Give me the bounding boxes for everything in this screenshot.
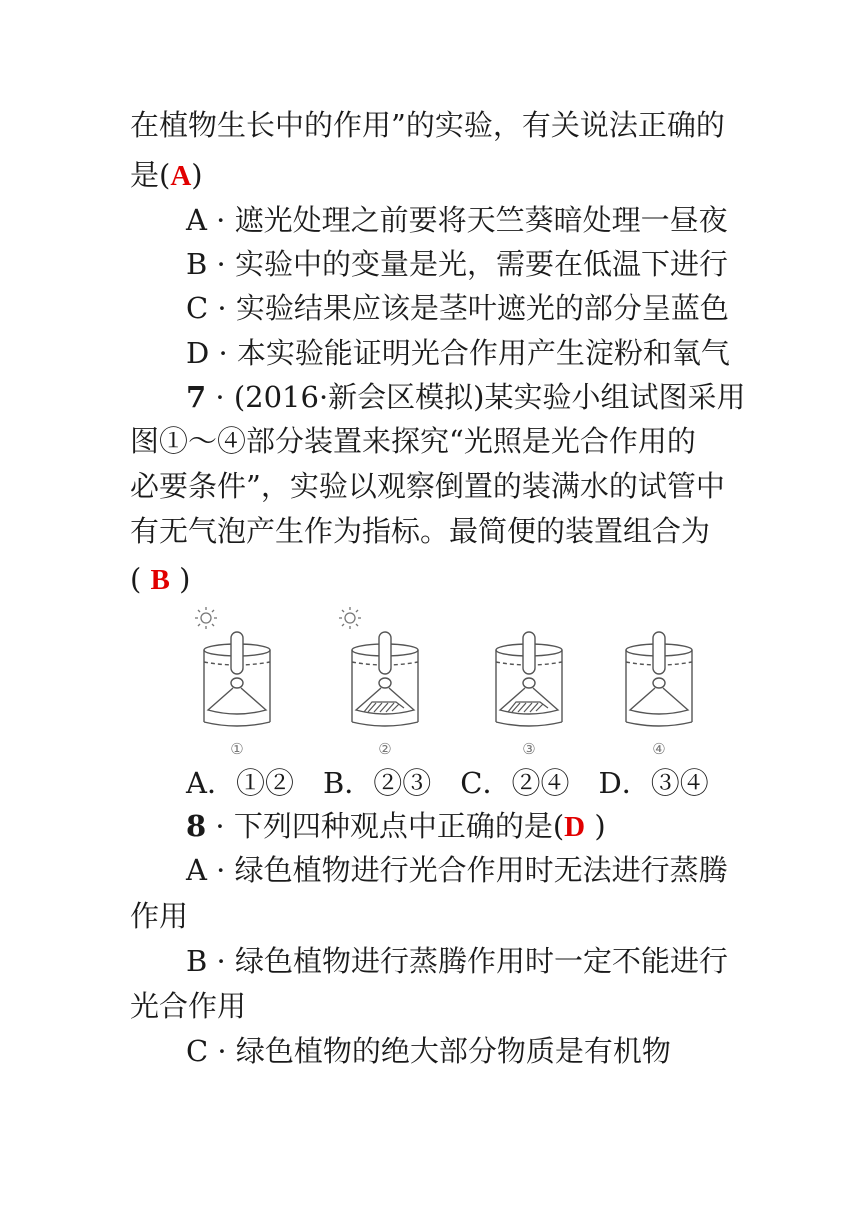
aquatic-plant-icon — [508, 702, 548, 712]
aquatic-plant-icon — [364, 702, 404, 712]
q6-answer: A — [170, 160, 192, 192]
q8-answer: D — [564, 811, 586, 843]
q7-open: ( — [130, 562, 151, 596]
apparatus-1-drawing — [186, 604, 306, 742]
q8-option-a-line2: 作用 — [130, 899, 189, 933]
figure-label-3: ③ — [522, 740, 536, 758]
q7-options: A．①② B．②③ C．②④ D．③④ — [186, 766, 709, 800]
q6-stem-line1: 在植物生长中的作用”的实验，有关说法正确的 — [130, 108, 725, 142]
q8-close: ) — [585, 809, 606, 843]
q8-number: 8 — [186, 809, 207, 843]
sun-icon — [195, 607, 217, 629]
figure-label-1: ① — [230, 740, 244, 758]
q7-stem-line4: 有无气泡产生作为指标。最简便的装置组合为 — [130, 514, 711, 548]
q7-answer-line — [130, 556, 190, 602]
q8-stem-text: · 下列四种观点中正确的是( — [206, 809, 565, 843]
apparatus-3-drawing — [468, 604, 588, 742]
q6-stem-prefix: 是( — [130, 158, 171, 192]
q7-stem-line1 — [186, 374, 746, 420]
q7-stem-text1: · (2016·新会区模拟)某实验小组试图采用 — [206, 380, 746, 414]
apparatus-1 — [186, 604, 306, 758]
apparatus-2-drawing — [324, 604, 444, 742]
q7-stem-line3: 必要条件”，实验以观察倒置的装满水的试管中 — [130, 469, 725, 503]
figure-label-2: ② — [378, 740, 392, 758]
apparatus-2 — [324, 604, 444, 758]
q7-stem-line2: 图①～④部分装置来探究“光照是光合作用的 — [130, 424, 696, 458]
q6-option-c: C · 实验结果应该是茎叶遮光的部分呈蓝色 — [186, 291, 729, 325]
apparatus-3 — [468, 604, 588, 758]
figure-label-4: ④ — [652, 740, 666, 758]
sun-icon — [339, 607, 361, 629]
q6-option-a: A · 遮光处理之前要将天竺葵暗处理一昼夜 — [186, 203, 728, 237]
q8-option-c: C · 绿色植物的绝大部分物质是有机物 — [186, 1034, 671, 1068]
q8-stem — [186, 803, 606, 849]
q6-stem-line2 — [130, 152, 203, 198]
q7-close: ) — [169, 562, 191, 596]
apparatus-figures — [186, 604, 716, 758]
apparatus-4-drawing — [598, 604, 718, 742]
q6-option-b: B · 实验中的变量是光，需要在低温下进行 — [186, 247, 728, 281]
q7-number: 7 — [186, 380, 207, 414]
q8-option-b-line1: B · 绿色植物进行蒸腾作用时一定不能进行 — [186, 944, 728, 978]
q8-option-b-line2: 光合作用 — [130, 989, 247, 1023]
apparatus-4 — [598, 604, 718, 758]
q7-answer: B — [150, 564, 170, 596]
q6-stem-close: ) — [191, 158, 203, 192]
q8-option-a-line1: A · 绿色植物进行光合作用时无法进行蒸腾 — [186, 853, 728, 887]
q6-option-d: D · 本实验能证明光合作用产生淀粉和氧气 — [186, 336, 730, 370]
